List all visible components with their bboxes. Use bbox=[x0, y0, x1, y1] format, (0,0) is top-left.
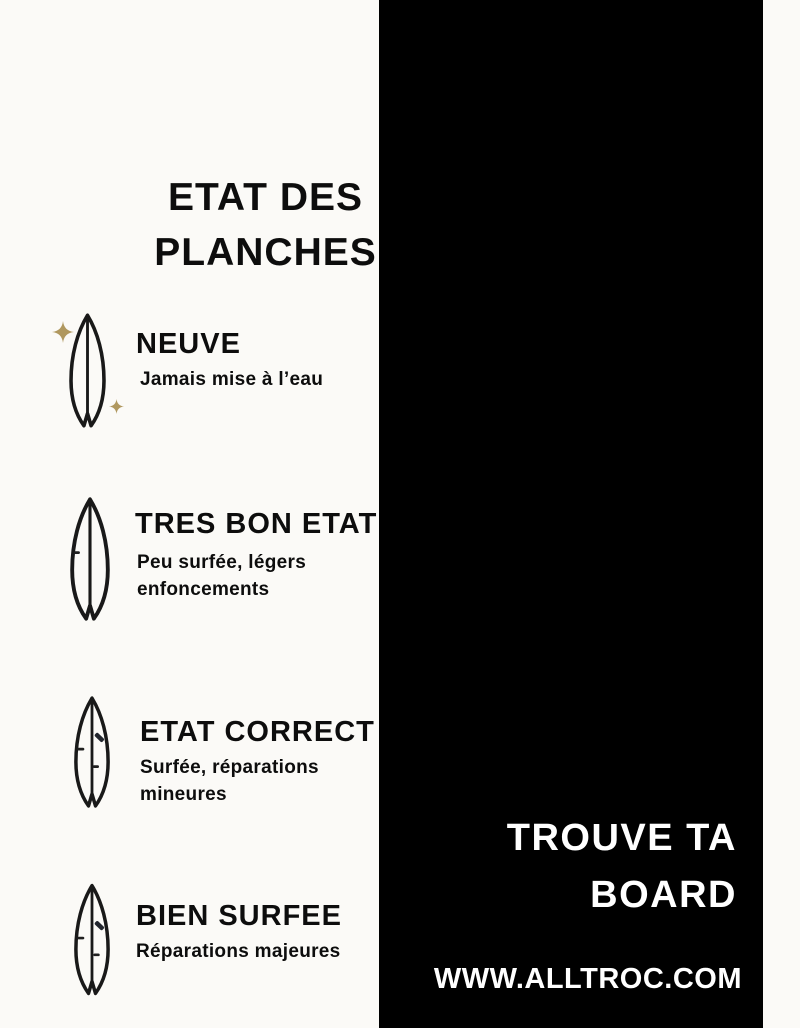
tagline bbox=[507, 810, 737, 924]
surfboard-new-with-sparkles-icon bbox=[50, 310, 130, 440]
sparkle-icon bbox=[109, 399, 124, 414]
condition-name-neuve: NEUVE bbox=[136, 328, 241, 360]
surfboard-outline-icon bbox=[66, 497, 114, 621]
condition-description-neuve: Jamais mise à l’eau bbox=[140, 369, 324, 390]
condition-name-tres-bon-etat: TRES BON ETAT bbox=[135, 508, 378, 540]
page-title bbox=[148, 170, 383, 280]
tagline-line2: BOARD bbox=[590, 874, 737, 916]
page-title-line2: PLANCHES bbox=[154, 231, 377, 274]
tagline-line1: TROUVE TA bbox=[506, 817, 737, 859]
surfboard-major-repairs-icon bbox=[71, 871, 113, 1008]
condition-description-tres-bon-etat: Peu surfée, légers enfoncements bbox=[137, 552, 307, 600]
website-url: WWW.ALLTROC.COM bbox=[433, 963, 742, 995]
side-panel bbox=[379, 0, 763, 1028]
surfboard-minor-repairs-icon bbox=[71, 686, 113, 818]
condition-name-etat-correct: ETAT CORRECT bbox=[140, 716, 375, 748]
condition-name-bien-surfee: BIEN SURFEE bbox=[136, 900, 342, 932]
surfboard-outline-icon bbox=[66, 312, 109, 429]
page-title-line1: ETAT DES bbox=[167, 176, 364, 219]
condition-description-etat-correct: Surfée, réparations mineures bbox=[140, 757, 319, 805]
condition-description-bien-surfee: Réparations majeures bbox=[136, 941, 341, 962]
surfboard-outline-icon bbox=[71, 686, 113, 818]
surfboard-one-ding-icon bbox=[66, 497, 114, 621]
surfboard-outline-icon bbox=[71, 871, 113, 1008]
